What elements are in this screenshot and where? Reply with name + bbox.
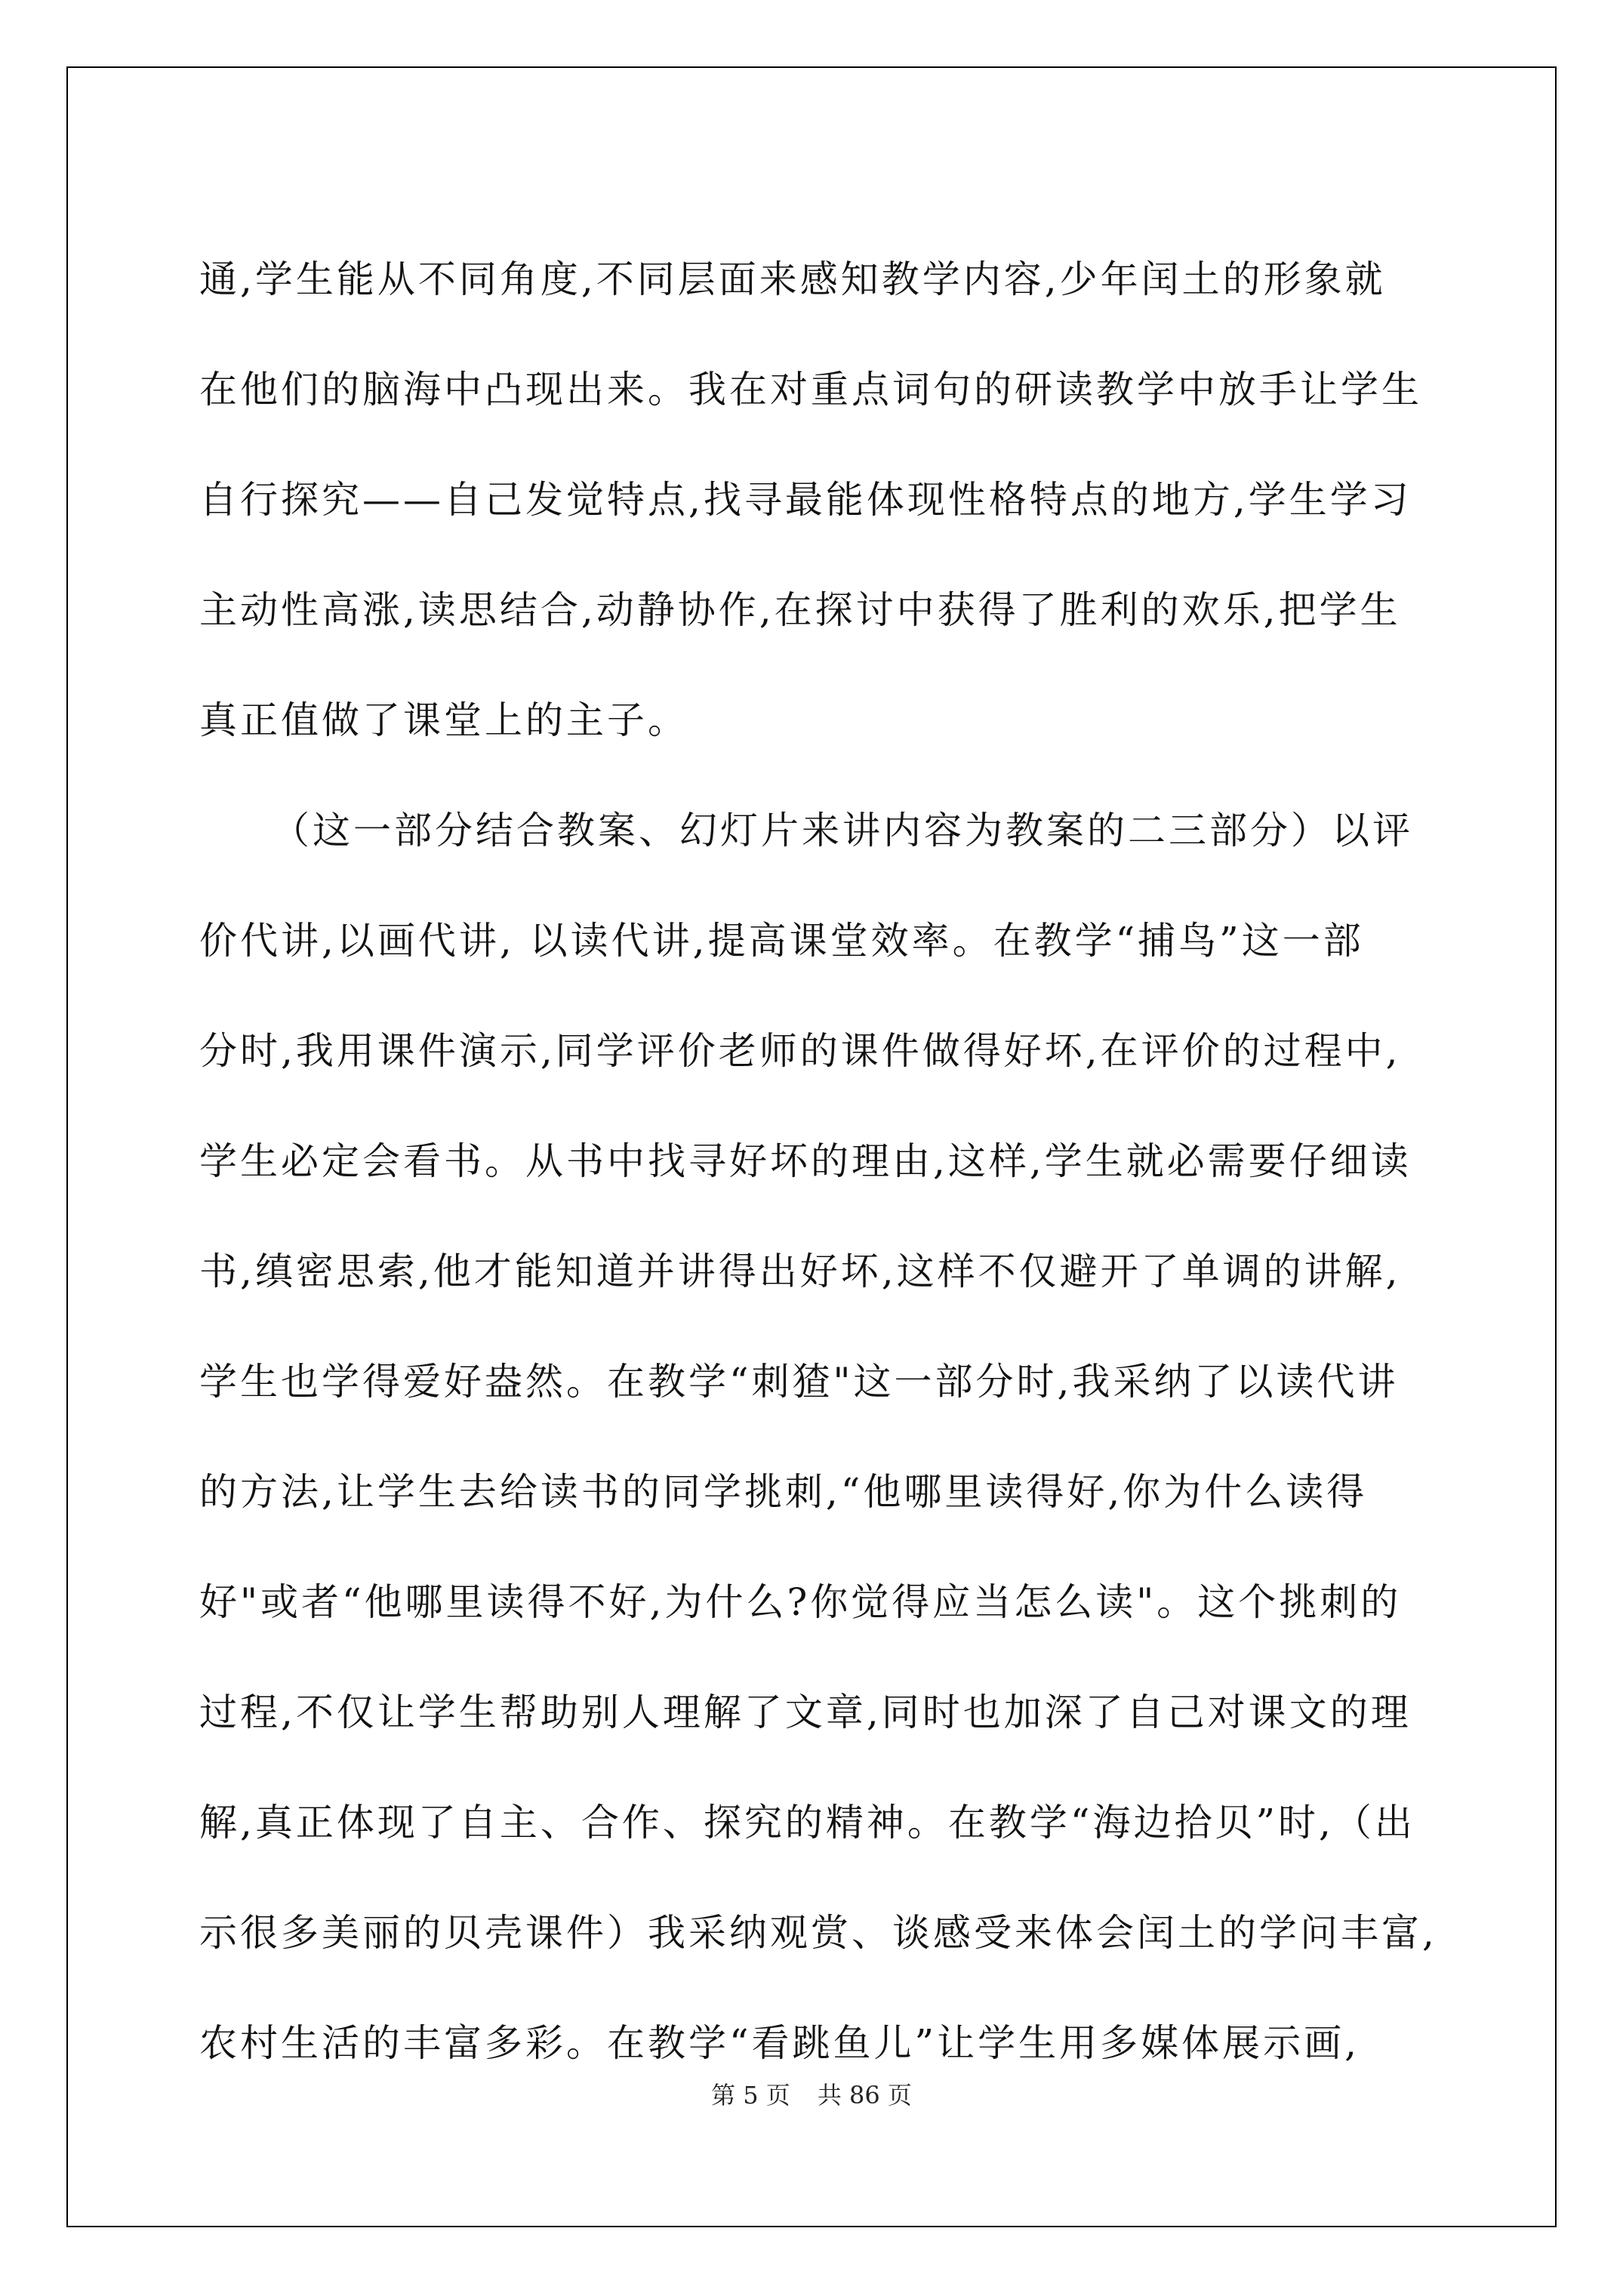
page-total: 共 86 页 <box>817 2081 912 2110</box>
text-line: 书,缜密思索,他才能知道并讲得出好坏,这样不仅避开了单调的讲解, <box>199 1250 1401 1293</box>
text-line: 学生也学得爱好盎然。在教学“刺猹"这一部分时,我采纳了以读代讲 <box>199 1360 1399 1404</box>
text-line: 农村生活的丰富多彩。在教学“看跳鱼儿”让学生用多媒体展示画, <box>199 2021 1360 2065</box>
text-line: 价代讲,以画代讲, 以读代讲,提高课堂效率。在教学“捕鸟”这一部 <box>199 919 1364 963</box>
text-line: 学生必定会看书。从书中找寻好坏的理由,这样,学生就必需要仔细读 <box>199 1139 1412 1183</box>
text-line: 示很多美丽的贝壳课件）我采纳观赏、谈感受来体会闰土的学问丰富, <box>199 1911 1437 1955</box>
text-line: 自行探究——自己发觉特点,找寻最能体现性格特点的地方,学生学习 <box>199 478 1412 522</box>
page-number: 第 5 页 <box>711 2081 790 2110</box>
text-line: 真正值做了课堂上的主子。 <box>199 698 688 742</box>
text-line: 过程,不仅让学生帮助别人理解了文章,同时也加深了自己对课文的理 <box>199 1690 1412 1734</box>
text-line: 分时,我用课件演示,同学评价老师的课件做得好坏,在评价的过程中, <box>199 1029 1401 1073</box>
page-footer <box>0 2076 1623 2111</box>
text-line: 的方法,让学生去给读书的同学挑刺,“他哪里读得好,你为什么读得 <box>199 1470 1368 1514</box>
text-line: 主动性高涨,读思结合,动静协作,在探讨中获得了胜利的欢乐,把学生 <box>199 588 1401 632</box>
text-line: 好"或者“他哪里读得不好,为什么?你觉得应当怎么读"。这个挑刺的 <box>199 1580 1402 1624</box>
text-line: 解,真正体现了自主、合作、探究的精神。在教学“海边拾贝”时,（出 <box>199 1801 1415 1845</box>
text-line: 通,学生能从不同角度,不同层面来感知教学内容,少年闰土的形象就 <box>199 257 1386 301</box>
text-line: 在他们的脑海中凸现出来。我在对重点词句的研读教学中放手让学生 <box>199 368 1422 411</box>
text-line: （这一部分结合教案、幻灯片来讲内容为教案的二三部分）以评 <box>272 809 1413 852</box>
